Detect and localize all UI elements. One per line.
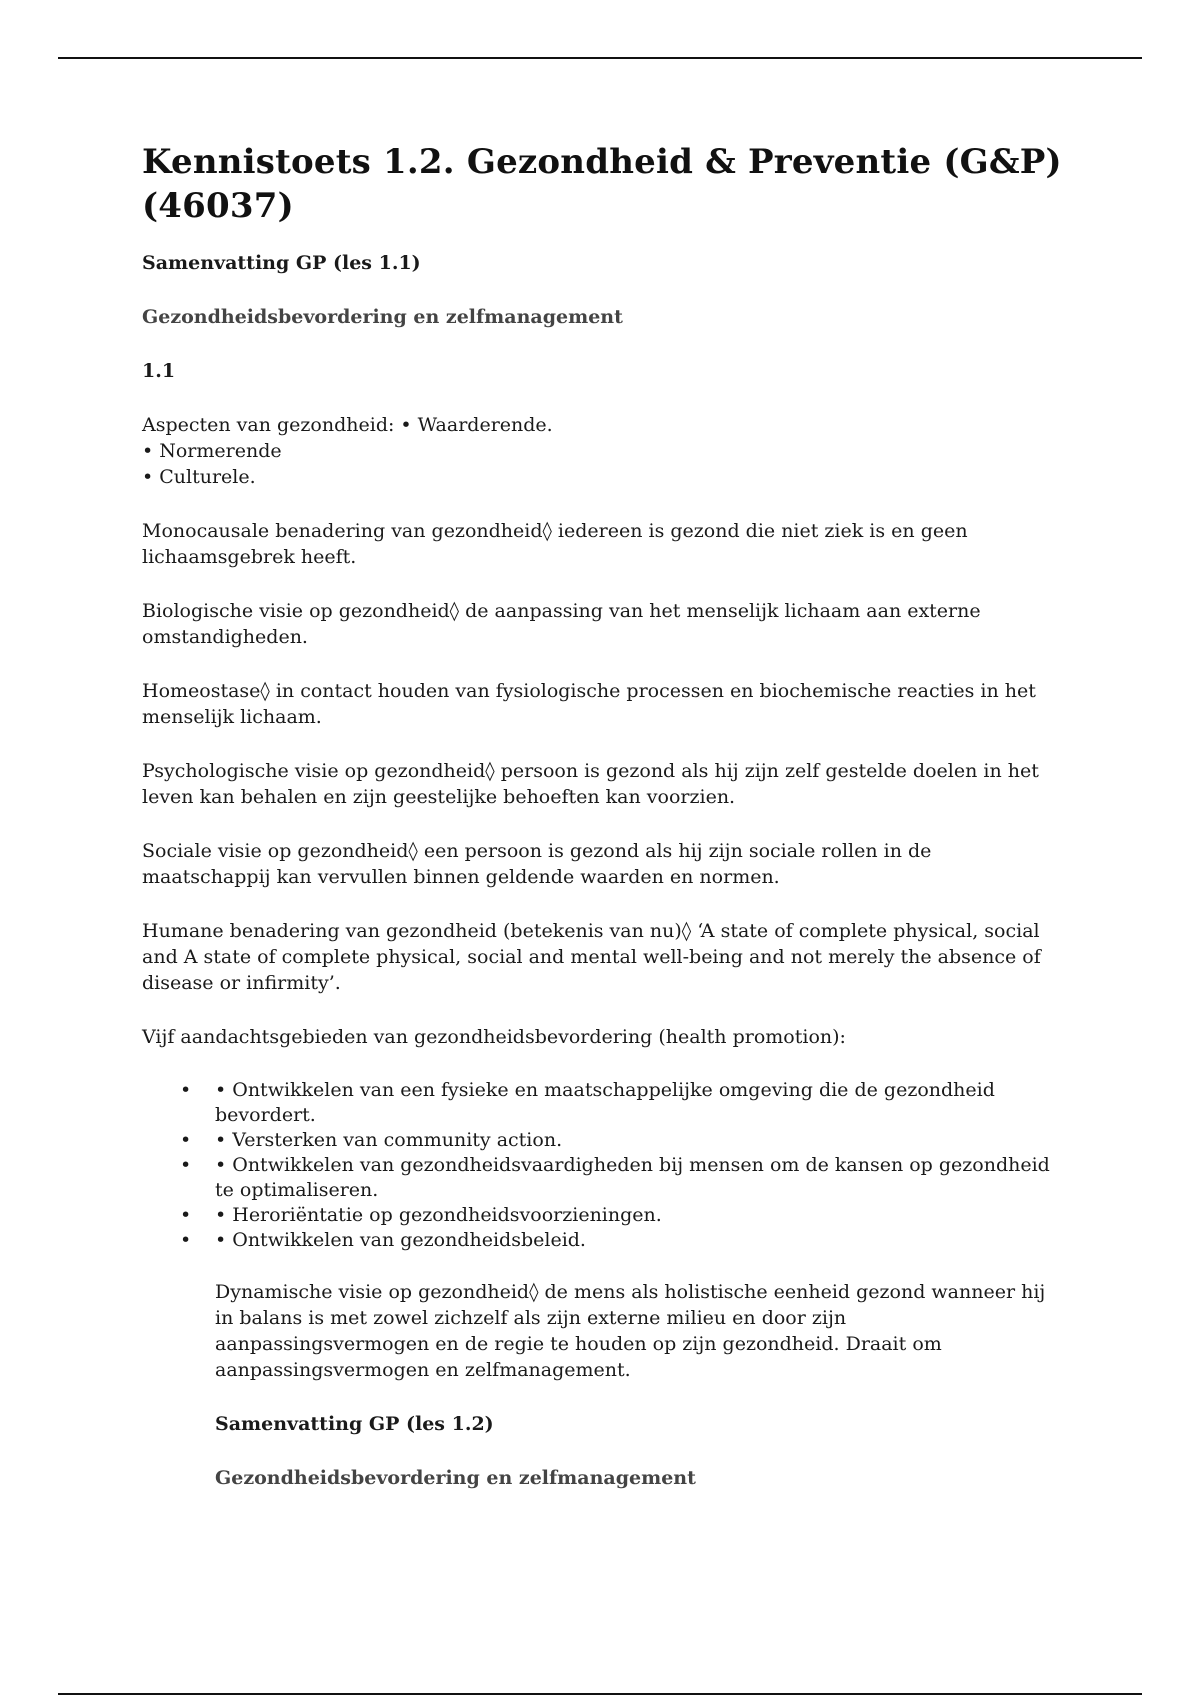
- document-title: Kennistoets 1.2. Gezondheid & Preventie (G&P) (46037): [142, 142, 1062, 226]
- humane-paragraph: Humane benadering van gezondheid (betekenis van nu)◊ ‘A state of complete physical, social and A state of complete physical, social and mental well-being and not merely the absence of disease or infirmity’.: [142, 920, 1041, 994]
- aspects-line: • Culturele.: [142, 466, 256, 488]
- list-item-text: • Ontwikkelen van een fysieke en maatschappelijke omgeving die de gezondheid bevordert.: [215, 1079, 995, 1126]
- list-item: [142, 1078, 1062, 1128]
- list-item: [142, 1203, 1062, 1228]
- bullet-icon: •: [180, 1154, 192, 1176]
- list-item-text: • Versterken van community action.: [215, 1129, 563, 1151]
- section-number: 1.1: [142, 360, 176, 382]
- top-rule: [58, 57, 1142, 59]
- list-item: [142, 1128, 1062, 1153]
- section-heading-les-1-1: Samenvatting GP (les 1.1): [142, 252, 421, 274]
- section-subheading: Gezondheidsbevordering en zelfmanagement: [142, 306, 623, 328]
- bullet-icon: •: [180, 1204, 192, 1226]
- aspects-line: • Normerende: [142, 440, 282, 462]
- document-page: [142, 140, 1062, 1519]
- section-heading-les-1-2: Samenvatting GP (les 1.2): [215, 1413, 494, 1435]
- aspects-paragraph: [142, 412, 1062, 490]
- list-item: [142, 1228, 1062, 1253]
- social-paragraph: Sociale visie op gezondheid◊ een persoon is gezond als hij zijn sociale rollen in de maatschappij kan vervullen binnen geldende waarden en normen.: [142, 840, 932, 888]
- aspects-line: Aspecten van gezondheid: • Waarderende.: [142, 414, 553, 436]
- list-item: [142, 1153, 1062, 1203]
- monocausal-paragraph: Monocausale benadering van gezondheid◊ iedereen is gezond die niet ziek is en geen lichaamsgebrek heeft.: [142, 520, 968, 568]
- psychological-paragraph: Psychologische visie op gezondheid◊ persoon is gezond als hij zijn zelf gestelde doelen in het leven kan behalen en zijn geestelijke behoeften kan voorzien.: [142, 760, 1039, 808]
- biological-paragraph: Biologische visie op gezondheid◊ de aanpassing van het menselijk lichaam aan externe omstandigheden.: [142, 600, 981, 648]
- list-item-text: • Ontwikkelen van gezondheidsvaardigheden bij mensen om de kansen op gezondheid te optimaliseren.: [215, 1154, 1050, 1201]
- list-item-text: • Heroriëntatie op gezondheidsvoorzieningen.: [215, 1204, 662, 1226]
- homeostasis-paragraph: Homeostase◊ in contact houden van fysiologische processen en biochemische reacties in het menselijk lichaam.: [142, 680, 1036, 728]
- five-areas-paragraph: Vijf aandachtsgebieden van gezondheidsbevordering (health promotion):: [142, 1026, 846, 1048]
- list-item-text: • Ontwikkelen van gezondheidsbeleid.: [215, 1229, 586, 1251]
- health-promotion-list: [142, 1078, 1062, 1253]
- bottom-rule: [58, 1693, 1142, 1695]
- bullet-icon: •: [180, 1229, 192, 1251]
- section-subheading-2: Gezondheidsbevordering en zelfmanagement: [215, 1467, 696, 1489]
- dynamic-paragraph: Dynamische visie op gezondheid◊ de mens als holistische eenheid gezond wanneer hij in balans is met zowel zichzelf als zijn externe milieu en door zijn aanpassingsvermogen en de regie te houden op zijn gezondheid. Draait om aanpassingsvermogen en zelfmanagement.: [215, 1281, 1046, 1381]
- bullet-icon: •: [180, 1079, 192, 1101]
- bullet-icon: •: [180, 1129, 192, 1151]
